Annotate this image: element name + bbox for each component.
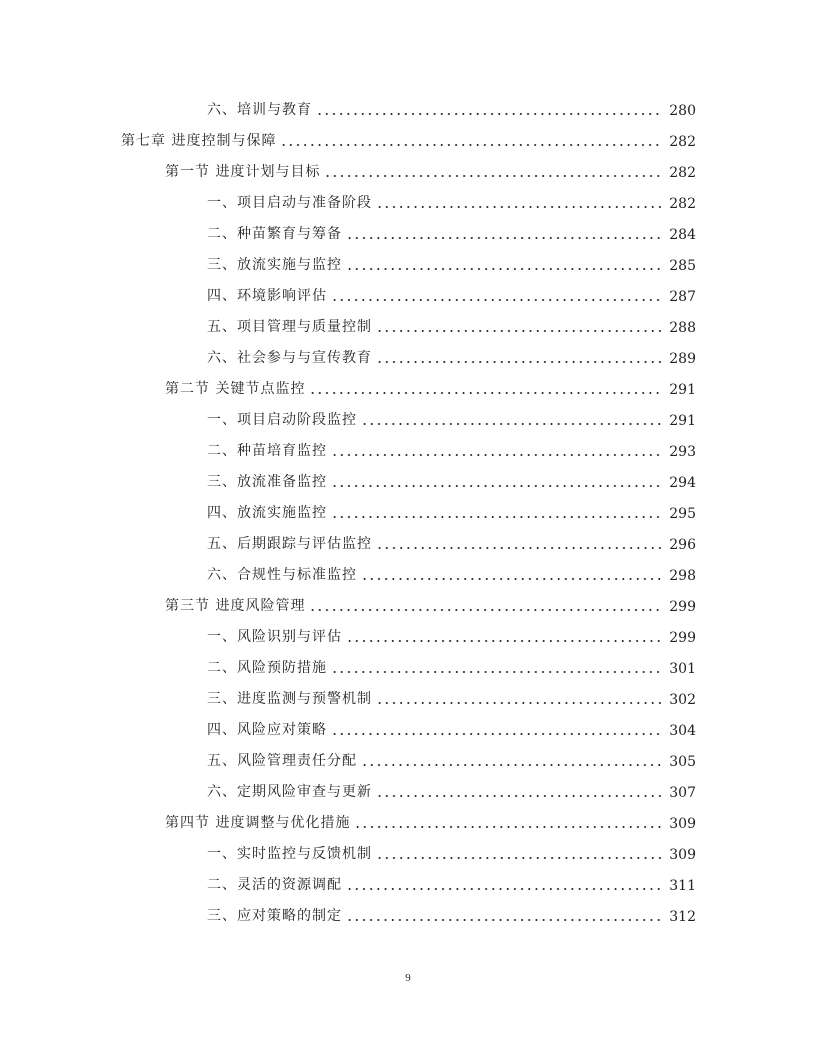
- toc-entry-title: 三、放流实施与监控: [207, 257, 342, 273]
- toc-entry-page: 302: [669, 692, 696, 708]
- toc-entry-page: 295: [669, 506, 696, 522]
- toc-entry-item[interactable]: [207, 717, 696, 739]
- toc-entry-title: 第三节 进度风险管理: [165, 598, 306, 614]
- toc-entry-title: 六、培训与教育: [207, 102, 312, 118]
- toc-entry-chapter-7[interactable]: [121, 128, 696, 150]
- dot-leader: [331, 469, 663, 491]
- dot-leader: [376, 190, 663, 212]
- toc-entry-title: 第四节 进度调整与优化措施: [165, 815, 351, 831]
- toc-entry-page: 288: [669, 320, 696, 336]
- toc-entry-title: 二、风险预防措施: [207, 660, 327, 676]
- toc-entry-item[interactable]: [207, 872, 696, 894]
- toc-entry-page: 282: [669, 196, 696, 212]
- toc-entry-page: 280: [669, 103, 696, 119]
- dot-leader: [324, 159, 663, 181]
- dot-leader: [346, 903, 663, 925]
- toc-entry-item[interactable]: [207, 624, 696, 646]
- toc-entry-title: 一、实时监控与反馈机制: [207, 846, 372, 862]
- toc-entry-title: 一、项目启动阶段监控: [207, 412, 357, 428]
- toc-entry-section-2[interactable]: [165, 376, 696, 398]
- toc-entry-page: 284: [669, 227, 696, 243]
- dot-leader: [376, 779, 663, 801]
- dot-leader: [354, 810, 663, 832]
- page-number: 9: [405, 972, 411, 984]
- toc-entry-title: 三、应对策略的制定: [207, 908, 342, 924]
- dot-leader: [309, 376, 663, 398]
- toc-entry-page: 291: [669, 382, 696, 398]
- toc-entry-page: 285: [669, 258, 696, 274]
- toc-entry-title: 六、合规性与标准监控: [207, 567, 357, 583]
- toc-entry-item[interactable]: [207, 748, 696, 770]
- dot-leader: [316, 97, 663, 119]
- dot-leader: [361, 562, 663, 584]
- toc-entry-page: 298: [669, 568, 696, 584]
- toc-entry-title: 第七章 进度控制与保障: [121, 133, 277, 149]
- dot-leader: [346, 872, 663, 894]
- toc-entry-section-3[interactable]: [165, 593, 696, 615]
- toc-entry-item[interactable]: [207, 407, 696, 429]
- toc-entry-title: 四、风险应对策略: [207, 722, 327, 738]
- dot-leader: [376, 314, 663, 336]
- toc-entry-title: 五、后期跟踪与评估监控: [207, 536, 372, 552]
- toc-entry-item[interactable]: [207, 655, 696, 677]
- dot-leader: [376, 345, 663, 367]
- toc-entry-title: 一、项目启动与准备阶段: [207, 195, 372, 211]
- toc-entry-page: 309: [669, 847, 696, 863]
- toc-entry-page: 311: [669, 878, 696, 894]
- toc-entry-item[interactable]: [207, 841, 696, 863]
- toc-entry-page: 301: [669, 661, 696, 677]
- toc-entry-title: 第一节 进度计划与目标: [165, 164, 321, 180]
- toc-entry-title: 六、社会参与与宣传教育: [207, 350, 372, 366]
- toc-entry-page: 299: [669, 599, 696, 615]
- dot-leader: [376, 531, 663, 553]
- toc-entry-section-1[interactable]: [165, 159, 696, 181]
- toc-entry-page: 304: [669, 723, 696, 739]
- dot-leader: [361, 748, 663, 770]
- toc-entry-page: 299: [669, 630, 696, 646]
- toc-entry-title: 三、进度监测与预警机制: [207, 691, 372, 707]
- dot-leader: [309, 593, 663, 615]
- toc-entry-page: 282: [669, 134, 696, 150]
- toc-entry-page: 312: [669, 909, 696, 925]
- toc-entry-item[interactable]: [207, 314, 696, 336]
- toc-entry-title: 四、环境影响评估: [207, 288, 327, 304]
- toc-entry-title: 二、种苗繁育与筹备: [207, 226, 342, 242]
- toc-entry-training-education[interactable]: [207, 97, 696, 119]
- toc-entry-section-4[interactable]: [165, 810, 696, 832]
- toc-entry-item[interactable]: [207, 345, 696, 367]
- dot-leader: [331, 283, 663, 305]
- dot-leader: [376, 841, 663, 863]
- toc-entry-title: 二、灵活的资源调配: [207, 877, 342, 893]
- toc-entry-item[interactable]: [207, 190, 696, 212]
- toc-entry-title: 三、放流准备监控: [207, 474, 327, 490]
- toc-entry-page: 294: [669, 475, 696, 491]
- toc-entry-page: 289: [669, 351, 696, 367]
- toc-entry-page: 291: [669, 413, 696, 429]
- toc-entry-item[interactable]: [207, 903, 696, 925]
- toc-entry-item[interactable]: [207, 531, 696, 553]
- toc-entry-title: 一、风险识别与评估: [207, 629, 342, 645]
- toc-entry-item[interactable]: [207, 438, 696, 460]
- toc-entry-item[interactable]: [207, 469, 696, 491]
- toc-entry-item[interactable]: [207, 562, 696, 584]
- toc-entry-title: 四、放流实施监控: [207, 505, 327, 521]
- dot-leader: [331, 438, 663, 460]
- dot-leader: [346, 252, 663, 274]
- toc-entry-item[interactable]: [207, 500, 696, 522]
- toc-entry-item[interactable]: [207, 779, 696, 801]
- toc-entry-page: 309: [669, 816, 696, 832]
- dot-leader: [331, 717, 663, 739]
- toc-entry-title: 第二节 关键节点监控: [165, 381, 306, 397]
- dot-leader: [361, 407, 663, 429]
- dot-leader: [346, 624, 663, 646]
- toc-entry-page: 282: [669, 165, 696, 181]
- toc-entry-item[interactable]: [207, 283, 696, 305]
- toc-entry-title: 五、项目管理与质量控制: [207, 319, 372, 335]
- toc-entry-title: 五、风险管理责任分配: [207, 753, 357, 769]
- toc-entry-item[interactable]: [207, 221, 696, 243]
- toc-entry-item[interactable]: [207, 686, 696, 708]
- toc-entry-page: 287: [669, 289, 696, 305]
- toc-entry-page: 296: [669, 537, 696, 553]
- dot-leader: [376, 686, 663, 708]
- dot-leader: [280, 128, 663, 150]
- dot-leader: [331, 500, 663, 522]
- dot-leader: [331, 655, 663, 677]
- toc-entry-title: 二、种苗培育监控: [207, 443, 327, 459]
- dot-leader: [346, 221, 663, 243]
- toc-entry-page: 305: [669, 754, 696, 770]
- toc-entry-item[interactable]: [207, 252, 696, 274]
- toc-entry-page: 293: [669, 444, 696, 460]
- toc-entry-title: 六、定期风险审查与更新: [207, 784, 372, 800]
- toc-entry-page: 307: [669, 785, 696, 801]
